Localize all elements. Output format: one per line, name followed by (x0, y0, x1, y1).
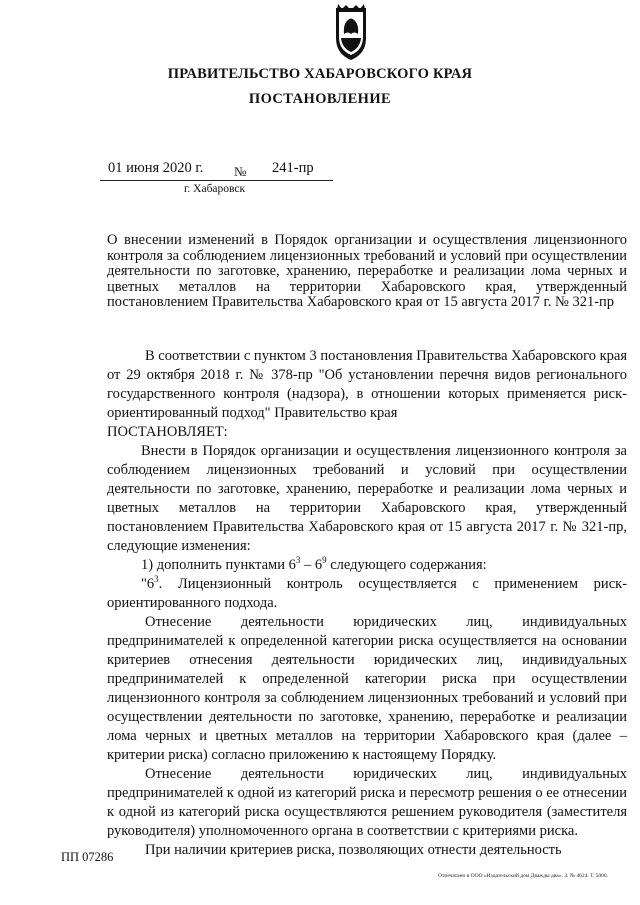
coat-of-arms-emblem (330, 4, 372, 62)
paragraph-6-3: "$6^3$. Лицензионный контроль осуществляется с применением риск-ориентированного подхода. (107, 574, 627, 611)
organization-title: ПРАВИТЕЛЬСТВО ХАБАРОВСКОГО КРАЯ (167, 66, 473, 82)
preamble-paragraph: В соответствии с пунктом 3 постановления Правительства Хабаровского края от 29 октября 2018 г. № 378-пр "Об установлении перечня видов регионального государственного контроля (надзора), в отношении которых применяется риск-ориентированный подход" Правительство края (107, 348, 627, 421)
paragraph-risk-category: Отнесение деятельности юридических лиц, индивидуальных предпринимателей к определенной категории риска осуществляется на основании критериев отнесения деятельности юридических лиц, индивидуальных предпринимателей к определенной категории риска при осуществлении лицензионного контроля за соблюдением лицензионных требований и условий при осуществлении деятельности по заготовке, хранению, переработке и реализации лома черных и цветных металлов на территории Хабаровского края (далее – критерии риска) согласно приложению к настоящему Порядку. (107, 614, 627, 763)
document-code: ПП 07286 (61, 850, 114, 864)
document-body (107, 347, 627, 860)
number-sign: № (234, 164, 247, 179)
decree-word: ПОСТАНОВЛЯЕТ: (107, 424, 228, 440)
date-underline (100, 180, 333, 181)
document-city: г. Хабаровск (184, 183, 246, 195)
paragraph-risk-decision: Отнесение деятельности юридических лиц, индивидуальных предпринимателей к одной из категорий риска и пересмотр решения о ее отнесении к одной из категорий риска осуществляются решением руководителя (заместителя руководителя) уполномоченного органа в соответствии с критериями риска. (107, 766, 627, 839)
paragraph-risk-criteria: При наличии критериев риска, позволяющих отнести деятельность (145, 842, 562, 858)
document-date: 01 июня 2020 г. (108, 160, 204, 176)
printer-note: Отпечатано в ООО «Издательский дом Дважды два». З. № 4624. Т. 5000. (438, 873, 609, 879)
paragraph-amendment: Внести в Порядок организации и осуществления лицензионного контроля за соблюдением лицензионных требований и условий при осуществлении деятельности по заготовке, хранению, переработке и реализации лома черных и цветных металлов на территории Хабаровского края, утвержденный постановлением Правительства Хабаровского края от 15 августа 2017 г. № 321-пр, следующие изменения: (107, 443, 627, 554)
document-type: ПОСТАНОВЛЕНИЕ (248, 91, 392, 107)
paragraph-item-1: 1) дополнить пунктами $6^3 - 6^9$ следующего содержания: (141, 555, 487, 573)
document-number: 241-пр (272, 160, 314, 176)
document-title: О внесении изменений в Порядок организации и осуществления лицензионного контроля за соблюдением лицензионных требований и условий при осуществлении деятельности по заготовке, хранению, переработке и реализации лома черных и цветных металлов на территории Хабаровского края, утвержденный постановлением Правительства Хабаровского края от 15 августа 2017 г. № 321-пр (107, 232, 627, 310)
